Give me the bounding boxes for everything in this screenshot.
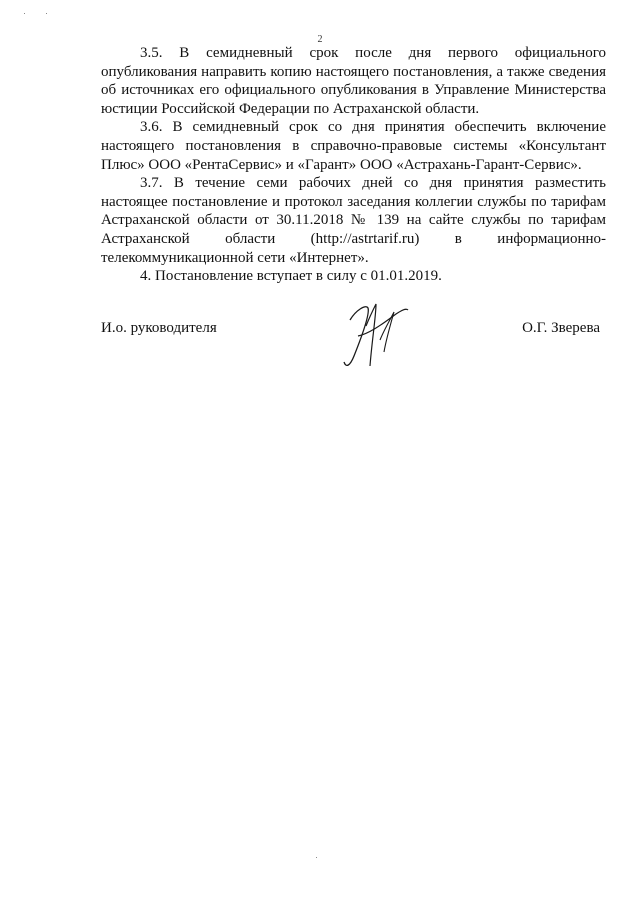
paragraph-3-5: 3.5. В семидневный срок после дня первого официального опубликования направить копию настоящего постановления, а также сведения об источниках его официального опубликования в Управление Министерства юстиции Российской Федерации по Астраханской области. <box>101 45 606 117</box>
paragraph-3-7: 3.7. В течение семи рабочих дней со дня принятия разместить настоящее постановление и протокол заседания коллегии службы по тарифам Астраханской области от 30.11.2018 № 139 на сайте службы по тарифам Астраханской области (http://astrtarif.ru) в информационно-телекоммуникационной сети «Интернет». <box>101 175 606 266</box>
document-body <box>101 44 606 286</box>
page-number: 2 <box>317 34 323 45</box>
signatory-position: И.о. руководителя <box>101 320 217 336</box>
handwritten-signature <box>340 296 412 370</box>
signatory-name: О.Г. Зверева <box>522 320 600 336</box>
scan-speck <box>24 13 25 14</box>
paragraph-4: 4. Постановление вступает в силу с 01.01.2019. <box>140 268 442 285</box>
paragraph-3-6: 3.6. В семидневный срок со дня принятия обеспечить включение настоящего постановления в справочно-правовые системы «Консультант Плюс» ООО «РентаСервис» и «Гарант» ООО «Астрахань-Гарант-Сервис». <box>101 119 606 173</box>
scan-speck <box>316 857 317 858</box>
scan-speck <box>46 13 47 14</box>
